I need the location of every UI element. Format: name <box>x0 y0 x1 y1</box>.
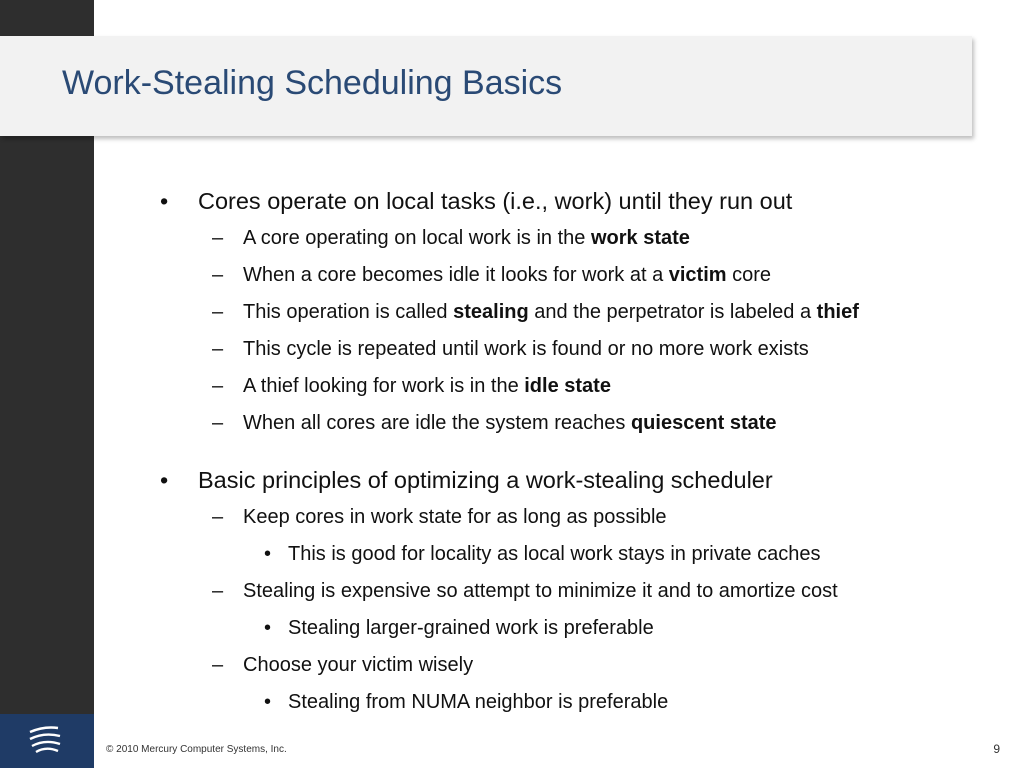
dash-marker: – <box>212 375 224 397</box>
page-number: 9 <box>993 742 1000 756</box>
bullet-item <box>150 462 1010 499</box>
bold-term: thief <box>816 301 859 323</box>
sub-bullet-text: and the perpetrator is labeled a <box>528 301 817 323</box>
bullet-marker: • <box>264 617 272 639</box>
bold-term: quiescent state <box>630 412 777 434</box>
sub-bullet-text: When all cores are idle the system reaches <box>243 412 631 434</box>
sub-bullet-item <box>150 257 1010 294</box>
bullet-marker: • <box>160 467 169 493</box>
bullet-text: Basic principles of optimizing a work-stealing scheduler <box>198 467 773 493</box>
sub-sub-bullet-text: Stealing larger-grained work is preferable <box>288 617 654 639</box>
dash-marker: – <box>212 580 224 602</box>
bullet-marker: • <box>264 691 272 713</box>
sub-bullet-item <box>150 647 1010 684</box>
sub-bullet-item <box>150 331 1010 368</box>
footer-copyright: © 2010 Mercury Computer Systems, Inc. <box>106 744 287 755</box>
dash-marker: – <box>212 654 224 676</box>
sub-sub-bullet-text: Stealing from NUMA neighbor is preferable <box>288 691 669 713</box>
bullet-list <box>150 183 1010 721</box>
bold-term: stealing <box>453 301 529 323</box>
bold-term: victim <box>668 264 727 286</box>
logo-area <box>0 714 94 768</box>
sub-bullet-text: Stealing is expensive so attempt to minimize it and to amortize cost <box>243 580 838 602</box>
sub-sub-bullet-item <box>150 536 1010 573</box>
sub-bullet-item <box>150 220 1010 257</box>
sub-bullet-text: A thief looking for work is in the <box>243 375 525 397</box>
sub-bullet-text: core <box>726 264 772 286</box>
dash-marker: – <box>212 506 224 528</box>
sub-bullet-item <box>150 405 1010 442</box>
bullet-item <box>150 183 1010 220</box>
sub-bullet-item <box>150 499 1010 536</box>
mercury-logo-icon <box>28 724 62 756</box>
sub-sub-bullet-item <box>150 684 1010 721</box>
sub-bullet-text: This operation is called <box>243 301 454 323</box>
bold-term: work state <box>590 227 690 249</box>
slide-title: Work-Stealing Scheduling Basics <box>62 64 563 102</box>
sub-bullet-item <box>150 294 1010 331</box>
sub-bullet-text: Keep cores in work state for as long as possible <box>243 506 667 528</box>
sub-bullet-text: Choose your victim wisely <box>243 654 474 676</box>
dash-marker: – <box>212 264 224 286</box>
sub-sub-bullet-item <box>150 610 1010 647</box>
sub-sub-bullet-text: This is good for locality as local work stays in private caches <box>288 543 821 565</box>
bullet-marker: • <box>160 188 169 214</box>
dash-marker: – <box>212 227 224 249</box>
sub-bullet-text: This cycle is repeated until work is found or no more work exists <box>243 338 809 360</box>
bullet-text: Cores operate on local tasks (i.e., work) until they run out <box>198 188 793 214</box>
sub-bullet-item <box>150 368 1010 405</box>
bullet-marker: • <box>264 543 272 565</box>
dash-marker: – <box>212 301 224 323</box>
bold-term: idle state <box>524 375 611 397</box>
sub-bullet-text: When a core becomes idle it looks for work at a <box>243 264 669 286</box>
sub-bullet-text: A core operating on local work is in the <box>243 227 591 249</box>
dash-marker: – <box>212 338 224 360</box>
dash-marker: – <box>212 412 224 434</box>
sub-bullet-item <box>150 573 1010 610</box>
